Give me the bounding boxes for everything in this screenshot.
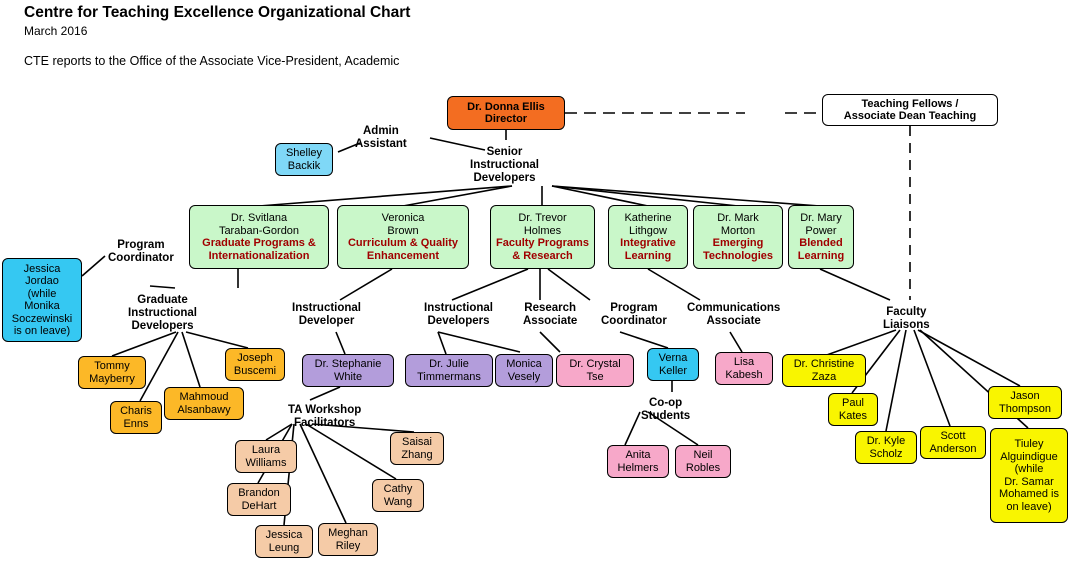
node-line: Tommy xyxy=(94,360,130,372)
node-role-line: Graduate Programs & xyxy=(202,237,316,249)
node-line: Dr. Svitlana xyxy=(230,212,288,224)
node-line: Helmers xyxy=(617,461,659,474)
node-teaching-fellows[interactable] xyxy=(822,94,998,126)
node-line: Alguindigue xyxy=(1000,450,1058,463)
node-line: Alsanbawy xyxy=(177,403,231,416)
communications-associate-label: Communications Associate xyxy=(687,302,781,327)
node-line: Katherine xyxy=(624,212,672,224)
node-jessica-jordao[interactable] xyxy=(2,258,82,342)
node-role-line: Curriculum & Quality xyxy=(347,237,459,249)
node-line: Verna xyxy=(658,352,688,364)
node-mark-morton[interactable] xyxy=(693,205,783,269)
node-line: Dr. Stephanie xyxy=(314,358,382,370)
node-line: Joseph xyxy=(237,352,273,364)
node-lisa-kabesh[interactable] xyxy=(715,352,773,385)
node-line: on leave) xyxy=(1006,500,1052,513)
node-line: Tiuley xyxy=(1014,438,1044,450)
node-line: Soczewinski xyxy=(11,312,73,325)
node-line: (while xyxy=(1014,463,1044,475)
node-brandon-dehart[interactable] xyxy=(227,483,291,516)
node-line: Timmermans xyxy=(417,370,481,383)
node-katherine-lithgow[interactable] xyxy=(608,205,688,269)
node-stephanie-white[interactable] xyxy=(302,354,394,387)
node-role-line: Technologies xyxy=(702,249,774,262)
node-line: Brown xyxy=(387,224,419,237)
node-line: DeHart xyxy=(241,499,277,512)
node-line: Tse xyxy=(586,370,604,383)
node-saisai-zhang[interactable] xyxy=(390,432,444,465)
node-line: Kates xyxy=(838,409,868,422)
node-mahmoud-alsanbawy[interactable] xyxy=(164,387,244,420)
node-svitlana-taraban-gordon[interactable] xyxy=(189,205,329,269)
node-line: Zaza xyxy=(811,370,837,383)
research-associate-label: Research Associate xyxy=(523,302,578,327)
program-coordinator-2-label: Program Coordinator xyxy=(601,302,667,327)
node-paul-kates[interactable] xyxy=(828,393,878,426)
node-line: Dr. Julie xyxy=(429,358,469,370)
node-shelley-backik[interactable] xyxy=(275,143,333,176)
node-line: Scholz xyxy=(869,447,903,460)
node-line: Dr. Mary xyxy=(800,212,842,224)
node-joseph-buscemi[interactable] xyxy=(225,348,285,381)
node-line: Enns xyxy=(123,417,149,430)
node-line: Dr. Kyle xyxy=(866,435,906,447)
node-line: Power xyxy=(805,224,837,237)
node-neil-robles[interactable] xyxy=(675,445,731,478)
node-line: Charis xyxy=(120,405,152,417)
node-jason-thompson[interactable] xyxy=(988,386,1062,419)
node-donna-ellis[interactable] xyxy=(447,96,565,130)
node-line: Brandon xyxy=(238,487,280,499)
node-line: Lisa xyxy=(733,356,755,368)
node-line: Dr. Mark xyxy=(717,212,759,224)
node-verna-keller[interactable] xyxy=(647,348,699,381)
node-monica-vesely[interactable] xyxy=(495,354,553,387)
node-charis-enns[interactable] xyxy=(110,401,162,434)
node-tiuley-alguindigue[interactable] xyxy=(990,428,1068,523)
node-role-line: Blended xyxy=(799,237,843,249)
node-scott-anderson[interactable] xyxy=(920,426,986,459)
node-line: Taraban-Gordon xyxy=(218,224,300,237)
node-line: Vesely xyxy=(507,370,541,383)
graduate-instructional-developers-label: Graduate Instructional Developers xyxy=(128,294,198,332)
node-line: Kabesh xyxy=(725,368,763,381)
node-line: Holmes xyxy=(523,224,562,237)
node-role-line: Integrative xyxy=(620,237,676,249)
program-coordinator-label: Program Coordinator xyxy=(108,239,174,264)
node-laura-williams[interactable] xyxy=(235,440,297,473)
node-line: Veronica xyxy=(381,212,425,224)
node-line: Dr. Christine xyxy=(793,358,855,370)
node-line: Jessica xyxy=(265,529,303,541)
node-line: Cathy xyxy=(383,483,413,495)
node-cathy-wang[interactable] xyxy=(372,479,424,512)
node-role-line: Learning xyxy=(624,249,672,262)
node-role-line: Faculty Programs xyxy=(496,237,589,249)
node-line: Scott xyxy=(940,430,966,442)
instructional-developers-label: Instructional Developers xyxy=(424,302,494,327)
chart-date: March 2016 xyxy=(24,24,88,38)
node-line: Lithgow xyxy=(629,224,667,237)
node-line: Thompson xyxy=(999,402,1051,415)
node-line: is on leave) xyxy=(13,325,71,337)
node-line: Mohamed is xyxy=(999,488,1059,500)
node-role-line: Internationalization xyxy=(208,249,310,262)
node-line: Dr. Crystal xyxy=(569,358,621,370)
senior-instructional-developers-label: Senior Instructional Developers xyxy=(470,146,540,184)
node-crystal-tse[interactable] xyxy=(556,354,634,387)
node-line: Dr. Samar xyxy=(1004,475,1054,488)
node-line: Laura xyxy=(251,444,281,456)
node-tommy-mayberry[interactable] xyxy=(78,356,146,389)
node-line: Shelley xyxy=(285,147,323,159)
page-title: Centre for Teaching Excellence Organizational Chart xyxy=(24,4,411,21)
node-veronica-brown[interactable] xyxy=(337,205,469,269)
node-line: (while xyxy=(27,287,57,300)
node-line: Williams xyxy=(245,456,287,469)
node-line: Leung xyxy=(268,541,300,554)
node-line: White xyxy=(333,370,363,383)
node-anita-helmers[interactable] xyxy=(607,445,669,478)
node-line: Mayberry xyxy=(89,372,135,385)
node-line: Anderson xyxy=(929,442,977,455)
ta-workshop-facilitators-label: TA Workshop Facilitators xyxy=(288,404,362,429)
admin-assistant-label: Admin Assistant xyxy=(355,125,407,150)
node-mary-power[interactable] xyxy=(788,205,854,269)
node-line: Director xyxy=(484,113,528,125)
node-kyle-scholz[interactable] xyxy=(855,431,917,464)
faculty-liaisons-label: Faculty Liaisons xyxy=(883,306,930,331)
node-line: Mahmoud xyxy=(179,391,229,403)
instructional-developer-label: Instructional Developer xyxy=(292,302,362,327)
node-christine-zaza[interactable] xyxy=(782,354,866,387)
node-line: Monika xyxy=(24,300,60,312)
node-role-line: Learning xyxy=(797,249,845,262)
node-role-line: Emerging xyxy=(712,237,764,249)
node-line: Jessica xyxy=(23,262,61,275)
node-line: Neil xyxy=(693,449,713,461)
reporting-note: CTE reports to the Office of the Associate Vice-President, Academic xyxy=(24,54,400,68)
node-line: Riley xyxy=(335,539,361,552)
node-julie-timmermans[interactable] xyxy=(405,354,493,387)
node-role-line: & Research xyxy=(512,249,573,262)
node-line: Monica xyxy=(506,358,542,370)
node-line: Dr. Donna Ellis xyxy=(467,100,545,113)
node-line: Dr. Trevor xyxy=(518,212,567,224)
node-line: Teaching Fellows / xyxy=(861,97,959,110)
node-line: Robles xyxy=(685,461,721,474)
node-line: Meghan xyxy=(328,527,368,539)
node-line: Associate Dean Teaching xyxy=(843,110,977,122)
node-line: Anita xyxy=(625,449,651,461)
node-trevor-holmes[interactable] xyxy=(490,205,595,269)
node-line: Backik xyxy=(287,159,321,172)
node-line: Buscemi xyxy=(233,364,277,377)
node-line: Wang xyxy=(383,495,413,508)
coop-students-label: Co-op Students xyxy=(641,397,691,422)
node-line: Jordao xyxy=(25,275,59,287)
node-jessica-leung[interactable] xyxy=(255,525,313,558)
node-line: Zhang xyxy=(401,448,433,461)
node-line: Morton xyxy=(720,224,756,237)
node-role-line: Enhancement xyxy=(366,249,440,262)
node-line: Jason xyxy=(1010,390,1040,402)
node-line: Paul xyxy=(841,397,865,409)
node-meghan-riley[interactable] xyxy=(318,523,378,556)
node-line: Keller xyxy=(658,364,688,377)
node-line: Saisai xyxy=(402,436,432,448)
